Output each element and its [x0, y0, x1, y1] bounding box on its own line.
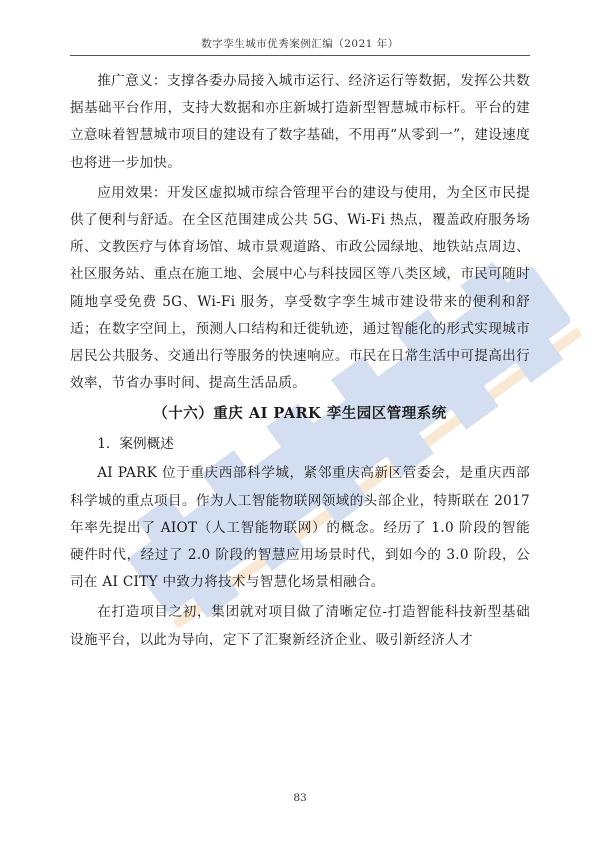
paragraph-overview-2: 在打造项目之初，集团就对项目做了清晰定位-打造智能科技新型基础设施平台，以此为导向，定下了汇聚新经济企业、吸引新经济人才	[70, 604, 530, 648]
header-rule	[70, 55, 530, 56]
subheading-case-overview: 1．案例概述	[97, 436, 174, 453]
paragraph-promotion-significance: 推广意义：支撑各委办局接入城市运行、经济运行等数据，发挥公共数据基础平台作用，支持大数据和亦庄新城打造新型智慧城市标杆。平台的建立意味着智慧城市项目的建设有了数字基础，不用再“从零到一”，建设速度也将进一步加快。	[70, 73, 530, 171]
page-number: 83	[293, 792, 307, 804]
section-title: （十六）重庆 AI PARK 孪生园区管理系统	[153, 405, 447, 423]
paragraph-application-effect: 应用效果：开发区虚拟城市综合管理平台的建设与使用，为全区市民提供了便利与舒适。在全区范围建成公共 5G、Wi-Fi 热点，覆盖政府服务场所、文教医疗与体育场馆、城市景观道路、市政公园绿地、地铁站点周边、社区服务站、重点在施工地、会展中心与科技园区等八类区域，市民可随时随地享受免费 5G、Wi-Fi 服务，享受数字孪生城市建设带来的便利和舒适；在数字空间上，预测人口结构和迁徙轨迹，通过智能化的形式实现城市居民公共服务、交通出行等服务的快速响应。市民在日常生活中可提高出行效率，节省办事时间、提高生活品质。	[70, 184, 530, 392]
page-body	[70, 68, 530, 657]
paragraph-overview-1: AI PARK 位于重庆西部科学城，紧邻重庆高新区管委会，是重庆西部科学城的重点项目。作为人工智能物联网领域的头部企业，特斯联在 2017 年率先提出了 AIOT（人工智能物联网）的概念。经历了 1.0 阶段的智能硬件时代，经过了 2.0 阶段的智慧应用场景时代，到如今的 3.0 阶段，公司在 AI CITY 中致力将技术与智慧化场景相融合。	[70, 465, 530, 591]
running-header: 数字孪生城市优秀案例汇编（2021 年）	[201, 38, 399, 50]
